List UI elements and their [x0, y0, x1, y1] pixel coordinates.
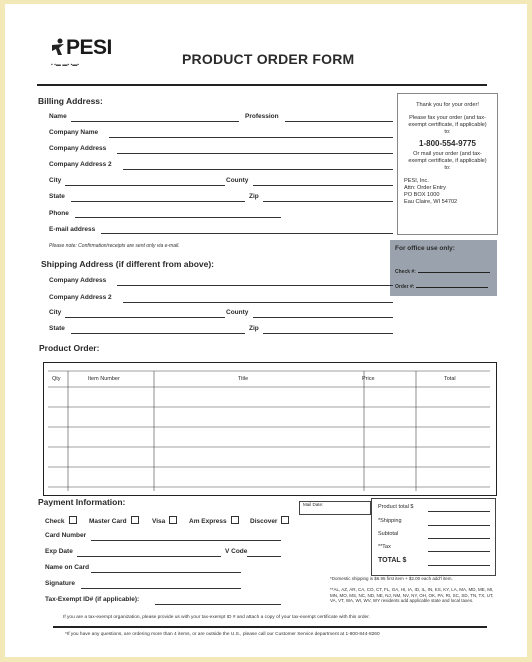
dollar-sign: $ [410, 504, 414, 510]
billing-heading: Billing Address: [38, 96, 103, 106]
amex-label: Am Express [189, 518, 227, 525]
order-number-label: Order #: [395, 284, 415, 290]
tax-field[interactable] [428, 551, 490, 552]
phone-number: 1-800-554-9775 [419, 139, 476, 148]
label-card-number: Card Number [45, 532, 87, 539]
column-header-title: Title [238, 376, 249, 382]
discover-checkbox[interactable] [281, 516, 289, 524]
mail-instructions: Or mail your order (and tax-exempt certificate, if applicable) to: [408, 151, 487, 171]
label-ship-zip: Zip [249, 325, 259, 332]
payment-method-check[interactable] [45, 516, 77, 525]
ship-company-address-2-field[interactable] [123, 302, 393, 303]
mailing-address [404, 178, 497, 206]
name-on-card-field[interactable] [91, 572, 241, 573]
label-profession: Profession [245, 113, 279, 120]
county-field[interactable] [253, 185, 393, 186]
thanks-text: Thank you for your order! [416, 102, 479, 108]
shipping-fine-print: *Domestic shipping is $6.95 first item + $2.00 each add'l item. [330, 576, 453, 581]
shipping-heading: Shipping Address (if different from above): [41, 259, 214, 269]
label-ship-company-address: Company Address [49, 277, 107, 284]
mastercard-label: Master Card [89, 518, 127, 525]
logo-partner-marks: ▪ ▪▬ ▬▪ ▪▬▪ [51, 62, 80, 68]
label-company-name: Company Name [49, 129, 99, 136]
mail-date-box [299, 501, 371, 515]
shipping-field[interactable] [428, 525, 490, 526]
address-line: Eau Claire, WI 54702 [404, 199, 458, 205]
product-total-field[interactable] [428, 511, 490, 512]
payment-method-mastercard[interactable] [89, 516, 139, 525]
mail-date-label: Mail Date: [303, 502, 324, 507]
email-field[interactable] [101, 233, 393, 234]
ship-company-address-field[interactable] [117, 285, 393, 286]
visa-checkbox[interactable] [169, 516, 177, 524]
product-total-label: Product total [378, 504, 409, 510]
tax-exempt-id-field[interactable] [155, 604, 281, 605]
address-line: Attn: Order Entry [404, 185, 446, 191]
company-name-field[interactable] [109, 137, 393, 138]
office-use-box [390, 240, 497, 296]
page-title: PRODUCT ORDER FORM [182, 51, 355, 67]
company-address-2-field[interactable] [123, 169, 393, 170]
company-address-field[interactable] [117, 153, 393, 154]
subtotal-label: Subtotal [378, 531, 399, 537]
label-name-on-card: Name on Card [45, 564, 90, 571]
payment-method-visa[interactable] [152, 516, 177, 525]
subtotal-field[interactable] [428, 538, 490, 539]
name-field[interactable] [71, 121, 239, 122]
payment-method-amex[interactable] [189, 516, 239, 525]
questions-note: *If you have any questions, are ordering more than 4 items, or are outside the U.S., please call our Customer Service department at 1-800-844-8260 [65, 632, 380, 637]
table-grid [44, 363, 496, 495]
order-number-line [416, 287, 488, 288]
check-checkbox[interactable] [69, 516, 77, 524]
check-number-row [395, 269, 490, 275]
card-number-field[interactable] [91, 540, 281, 541]
total-label: TOTAL $ [378, 557, 407, 564]
label-state: State [49, 193, 65, 200]
fax-instructions: Please fax your order (and tax-exempt certificate, if applicable) to: [408, 115, 487, 135]
office-use-heading: For office use only: [395, 245, 455, 252]
label-v-code: V Code [225, 548, 248, 555]
discover-label: Discover [250, 518, 278, 525]
product-order-table [43, 362, 497, 496]
product-order-heading: Product Order: [39, 343, 100, 353]
column-header-item-number: Item Number [88, 376, 120, 382]
ship-county-field[interactable] [253, 317, 393, 318]
tax-exempt-note: If you are a tax-exempt organization, please provide us with your tax-exempt ID # and attach a copy of your tax-exempt certificate with this order. [63, 615, 370, 620]
signature-field[interactable] [81, 588, 241, 589]
amex-checkbox[interactable] [231, 516, 239, 524]
label-phone: Phone [49, 210, 69, 217]
zip-field[interactable] [263, 201, 393, 202]
label-ship-county: County [226, 309, 249, 316]
ship-zip-field[interactable] [263, 333, 393, 334]
total-field[interactable] [428, 565, 490, 566]
label-company-address: Company Address [49, 145, 107, 152]
label-city: City [49, 177, 62, 184]
payment-method-discover[interactable] [250, 516, 289, 525]
label-exp-date: Exp Date [45, 548, 73, 555]
label-ship-state: State [49, 325, 65, 332]
person-logo-icon [51, 38, 65, 56]
profession-field[interactable] [285, 121, 393, 122]
label-zip: Zip [249, 193, 259, 200]
mastercard-checkbox[interactable] [131, 516, 139, 524]
check-label: Check [45, 518, 65, 525]
label-company-address-2: Company Address 2 [49, 161, 112, 168]
phone-field[interactable] [75, 217, 281, 218]
city-field[interactable] [65, 185, 225, 186]
footer-divider [53, 626, 487, 628]
header-divider [37, 84, 487, 86]
contact-info-box [397, 93, 498, 235]
label-email: E-mail address [49, 226, 96, 233]
visa-label: Visa [152, 518, 166, 525]
order-form-page [5, 4, 527, 657]
address-line: PESI, Inc. [404, 178, 429, 184]
payment-heading: Payment Information: [38, 497, 126, 507]
ship-city-field[interactable] [65, 317, 225, 318]
label-tax-exempt-id: Tax-Exempt ID# (if applicable): [45, 596, 140, 603]
product-total-row [378, 504, 413, 510]
exp-date-field[interactable] [77, 556, 221, 557]
label-name: Name [49, 113, 67, 120]
tax-fine-print: **AL, AZ, AR, CA, CO, CT, FL, GA, HI, IA, ID, IL, IN, KS, KY, LA, MA, MD, ME, MI, MN, MO, MS, NC, ND, NE, NJ, NM, NV, NY, OH, OK, PA, RI, SC, SD, TN, TX, UT, VA, VT, WA, WI, WV, WY residents add applicable state and local taxes. [330, 587, 494, 603]
order-number-row [395, 284, 488, 290]
column-header-qty: Qty [52, 376, 61, 382]
v-code-field[interactable] [247, 556, 281, 557]
shipping-label: *Shipping [378, 518, 402, 524]
label-ship-company-address-2: Company Address 2 [49, 294, 112, 301]
ship-state-field[interactable] [71, 333, 245, 334]
check-number-label: Check #: [395, 269, 416, 275]
label-ship-city: City [49, 309, 62, 316]
tax-label: **Tax [378, 544, 391, 550]
state-field[interactable] [71, 201, 245, 202]
order-totals-box [371, 498, 496, 576]
column-header-total: Total [444, 376, 456, 382]
label-signature: Signature [45, 580, 75, 587]
pesi-logo: PESI [51, 36, 112, 60]
address-line: PO BOX 1000 [404, 192, 440, 198]
confirmation-note: Please note: Confirmation/receipts are sent only via e-mail. [49, 243, 180, 249]
column-header-price: Price [362, 376, 375, 382]
label-county: County [226, 177, 249, 184]
check-number-line [418, 272, 490, 273]
